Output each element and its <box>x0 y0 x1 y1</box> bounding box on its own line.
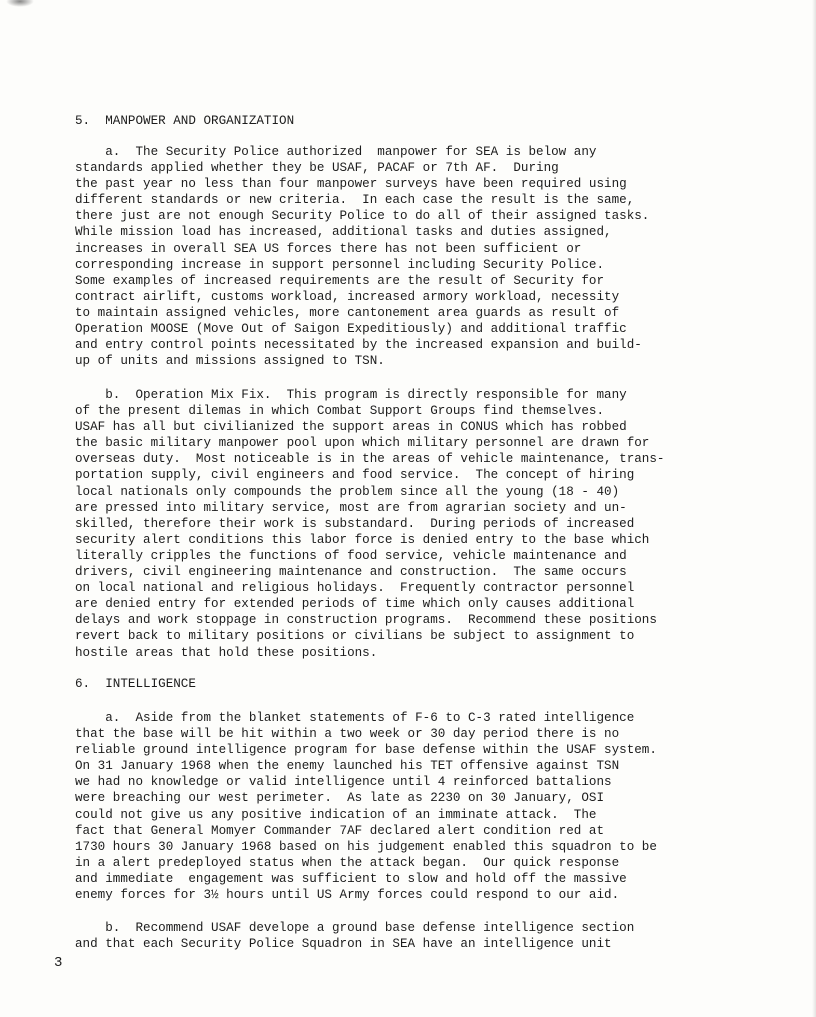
section-6-paragraph-a <box>75 710 705 903</box>
text-line: b. Recommend USAF develope a ground base defense intelligence section <box>75 921 635 935</box>
text-line: delays and work stoppage in construction programs. Recommend these positions <box>75 613 657 628</box>
page-number: 3 <box>54 955 63 971</box>
text-line: overseas duty. Most noticeable is in the areas of vehicle maintenance, trans- <box>75 452 665 467</box>
text-line: On 31 January 1968 when the enemy launched his TET offensive against TSN <box>75 759 620 774</box>
text-line: enemy forces for 3½ hours until US Army forces could respond to our aid. <box>75 888 620 903</box>
text-line: corresponding increase in support personnel including Security Police. <box>75 257 605 272</box>
text-line: there just are not enough Security Police to do all of their assigned tasks. <box>75 209 650 224</box>
text-line: in a alert predeployed status when the attack began. Our quick response <box>75 855 620 870</box>
text-line: and entry control points necessitated by the increased expansion and build- <box>75 338 642 353</box>
section-6-paragraph-b <box>75 920 705 952</box>
text-line: a. Aside from the blanket statements of F-6 to C-3 rated intelligence <box>75 711 635 725</box>
text-line: on local national and religious holidays. Frequently contractor personnel <box>75 581 635 596</box>
text-line: standards applied whether they be USAF, PACAF or 7th AF. During <box>75 161 559 176</box>
section-5-paragraph-b <box>75 387 705 661</box>
text-line: While mission load has increased, additional tasks and duties assigned, <box>75 225 612 240</box>
text-line: could not give us any positive indication of an imminate attack. The <box>75 807 597 822</box>
text-line: of the present dilemas in which Combat Support Groups find themselves. <box>75 404 605 419</box>
text-line: b. Operation Mix Fix. This program is directly responsible for many <box>75 388 627 402</box>
text-line: fact that General Momyer Commander 7AF declared alert condition red at <box>75 823 605 838</box>
text-line: the basic military manpower pool upon which military personnel are drawn for <box>75 436 650 451</box>
text-line: Operation MOOSE (Move Out of Saigon Expeditiously) and additional traffic <box>75 322 627 337</box>
text-line: USAF has all but civilianized the support areas in CONUS which has robbed <box>75 420 627 435</box>
text-line: portation supply, civil engineers and food service. The concept of hiring <box>75 468 635 483</box>
scan-corner-mark <box>6 0 34 7</box>
text-line: different standards or new criteria. In each case the result is the same, <box>75 193 635 208</box>
text-line: are pressed into military service, most are from agrarian society and un- <box>75 500 627 515</box>
scan-edge-shadow <box>812 0 816 1017</box>
text-line: drivers, civil engineering maintenance and construction. The same occurs <box>75 565 627 580</box>
text-line: to maintain assigned vehicles, more cantonement area guards as result of <box>75 305 620 320</box>
text-line: skilled, therefore their work is substandard. During periods of increased <box>75 516 635 531</box>
text-line: contract airlift, customs workload, increased armory workload, necessity <box>75 289 620 304</box>
text-line: that the base will be hit within a two week or 30 day period there is no <box>75 727 620 742</box>
text-line: increases in overall SEA US forces there has not been sufficient or <box>75 241 582 256</box>
text-line: literally cripples the functions of food service, vehicle maintenance and <box>75 548 627 563</box>
text-line: were breaching our west perimeter. As late as 2230 on 30 January, OSI <box>75 791 605 806</box>
text-line: and that each Security Police Squadron in SEA have an intelligence unit <box>75 937 612 952</box>
text-line: we had no knowledge or valid intelligence until 4 reinforced battalions <box>75 775 612 790</box>
text-line: and immediate engagement was sufficient to slow and hold off the massive <box>75 871 627 886</box>
section-6-heading: 6. INTELLIGENCE <box>75 677 196 691</box>
text-line: up of units and missions assigned to TSN. <box>75 354 385 369</box>
text-line: reliable ground intelligence program for base defense within the USAF system. <box>75 743 657 758</box>
text-line: a. The Security Police authorized manpower for SEA is below any <box>75 145 597 159</box>
text-line: are denied entry for extended periods of time which only causes additional <box>75 597 635 612</box>
text-line: 1730 hours 30 January 1968 based on his judgement enabled this squadron to be <box>75 839 657 854</box>
section-5-heading: 5. MANPOWER AND ORGANIZATION <box>75 114 295 128</box>
text-line: revert back to military positions or civilians be subject to assignment to <box>75 629 635 644</box>
text-line: Some examples of increased requirements are the result of Security for <box>75 273 605 288</box>
text-line: hostile areas that hold these positions. <box>75 645 378 660</box>
text-line: security alert conditions this labor force is denied entry to the base which <box>75 532 650 547</box>
section-5-paragraph-a <box>75 144 705 369</box>
text-line: local nationals only compounds the problem since all the young (18 - 40) <box>75 484 620 499</box>
text-line: the past year no less than four manpower surveys have been required using <box>75 177 627 192</box>
